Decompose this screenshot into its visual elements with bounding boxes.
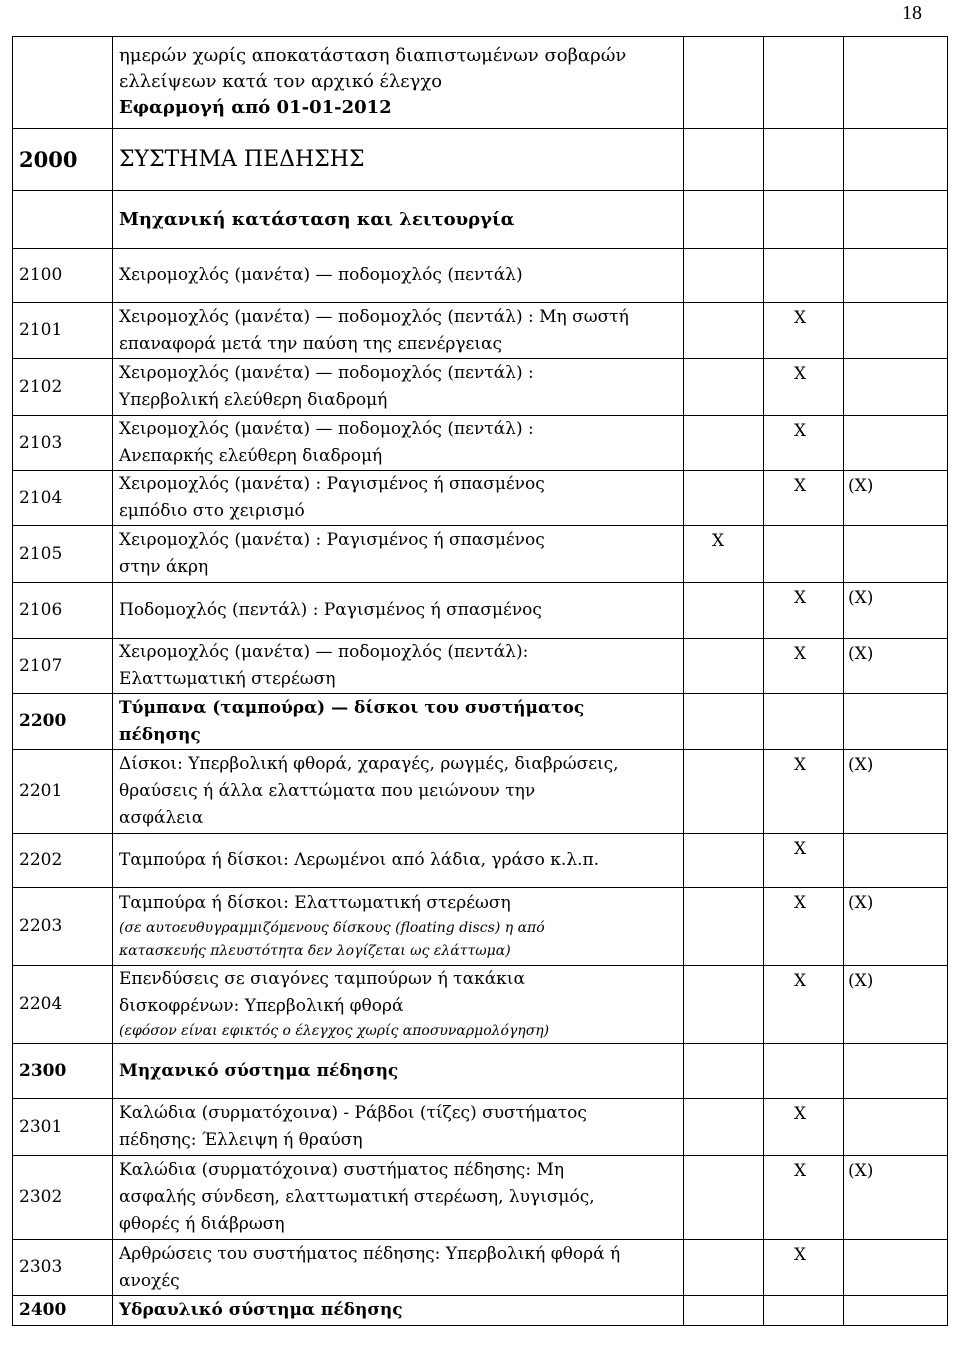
defect-mark: X bbox=[794, 1161, 807, 1181]
mark-cell-col-a bbox=[684, 750, 764, 834]
row-description bbox=[113, 1240, 684, 1296]
mark-cell-col-b bbox=[764, 834, 844, 888]
mark-cell-col-c bbox=[844, 694, 948, 750]
mark-cell-col-b bbox=[764, 416, 844, 471]
mark-cell-col-c bbox=[844, 359, 948, 416]
row-code: 2301 bbox=[13, 1099, 113, 1156]
table-row bbox=[13, 1156, 948, 1240]
section-code: 2000 bbox=[13, 129, 113, 191]
table-row bbox=[13, 888, 948, 966]
mark-cell-col-c bbox=[844, 888, 948, 966]
description-line: Χειρομοχλός (μανέτα) — ποδομοχλός (πεντάλ) : Μη σωστή bbox=[119, 306, 629, 327]
mark-cell-col-a bbox=[684, 834, 764, 888]
mark-cell-col-b bbox=[764, 303, 844, 359]
table-row bbox=[13, 1296, 948, 1326]
description-line: Ταμπούρα ή δίσκοι: Ελαττωματική στερέωση bbox=[119, 893, 511, 913]
mark-cell-col-a bbox=[684, 471, 764, 526]
mark-cell-col-b bbox=[764, 966, 844, 1044]
row-description bbox=[113, 1296, 684, 1326]
row-code: 2302 bbox=[13, 1156, 113, 1240]
mark-cell-col-a bbox=[684, 303, 764, 359]
row-code: 2303 bbox=[13, 1240, 113, 1296]
defect-mark: (X) bbox=[848, 644, 874, 664]
mark-cell-col-b bbox=[764, 750, 844, 834]
mark-cell-col-a bbox=[684, 966, 764, 1044]
mark-cell-col-b bbox=[764, 359, 844, 416]
row-code: 2201 bbox=[13, 750, 113, 834]
defect-mark: X bbox=[794, 588, 807, 608]
row-description bbox=[113, 359, 684, 416]
row-code: 2200 bbox=[13, 694, 113, 750]
description-line: Χειρομοχλός (μανέτα) : Ραγισμένος ή σπασμένος bbox=[119, 474, 545, 494]
table-row bbox=[13, 1240, 948, 1296]
mark-cell-col-b bbox=[764, 583, 844, 639]
row-code: 2203 bbox=[13, 888, 113, 966]
row-code: 2103 bbox=[13, 416, 113, 471]
description-line: Χειρομοχλός (μανέτα) : Ραγισμένος ή σπασμένος bbox=[119, 530, 545, 550]
intro-text bbox=[113, 37, 684, 129]
mark-cell-col-b bbox=[764, 888, 844, 966]
defect-mark: X bbox=[712, 531, 725, 551]
description-line: Αρθρώσεις του συστήματος πέδησης: Υπερβολική φθορά ή bbox=[119, 1243, 621, 1264]
mark-cell-col-c bbox=[844, 583, 948, 639]
row-description bbox=[113, 694, 684, 750]
defect-mark: X bbox=[794, 476, 807, 496]
defect-mark: X bbox=[794, 839, 807, 859]
mark-cell-col-a bbox=[684, 1044, 764, 1099]
mark-cell-col-c bbox=[844, 416, 948, 471]
description-line: Καλώδια (συρματόχοινα) συστήματος πέδησης: Μη bbox=[119, 1160, 565, 1180]
mark-cell-col-b bbox=[764, 694, 844, 750]
mark-cell-col-b bbox=[764, 1240, 844, 1296]
defect-mark: X bbox=[794, 364, 807, 384]
row-code: 2202 bbox=[13, 834, 113, 888]
row-code: 2300 bbox=[13, 1044, 113, 1099]
row-code: 2100 bbox=[13, 249, 113, 303]
description-note: κατασκευής πλευστότητα δεν λογίζεται ως ελάττωμα) bbox=[119, 943, 511, 959]
defect-mark: X bbox=[794, 1245, 807, 1265]
mark-cell-col-c bbox=[844, 966, 948, 1044]
mark-cell-col-a bbox=[684, 1296, 764, 1326]
inspection-table bbox=[12, 36, 948, 1326]
mark-cell-col-c bbox=[844, 834, 948, 888]
row-description bbox=[113, 1044, 684, 1099]
table-row bbox=[13, 359, 948, 416]
description-line: Χειρομοχλός (μανέτα) — ποδομοχλός (πεντάλ) bbox=[119, 265, 523, 285]
description-line: Ελαττωματική στερέωση bbox=[119, 669, 336, 689]
row-code: 2204 bbox=[13, 966, 113, 1044]
description-note: (σε αυτοευθυγραμμιζόμενους δίσκους (floating discs) η από bbox=[119, 920, 545, 936]
defect-mark: (X) bbox=[848, 476, 874, 496]
defect-mark: X bbox=[794, 1104, 807, 1124]
row-code: 2106 bbox=[13, 583, 113, 639]
description-line: Ποδομοχλός (πεντάλ) : Ραγισμένος ή σπασμένος bbox=[119, 600, 542, 620]
subheading-row bbox=[13, 191, 948, 249]
description-line: Χειρομοχλός (μανέτα) — ποδομοχλός (πεντάλ): bbox=[119, 642, 529, 662]
defect-mark: X bbox=[794, 421, 807, 441]
mark-cell-col-b bbox=[764, 1296, 844, 1326]
row-description bbox=[113, 888, 684, 966]
row-description bbox=[113, 303, 684, 359]
description-note: (εφόσον είναι εφικτός ο έλεγχος χωρίς αποσυναρμολόγηση) bbox=[119, 1023, 550, 1039]
mark-cell-col-b bbox=[764, 1099, 844, 1156]
table-row bbox=[13, 834, 948, 888]
row-code: 2101 bbox=[13, 303, 113, 359]
defect-mark: (X) bbox=[848, 1161, 874, 1181]
table-row bbox=[13, 966, 948, 1044]
mark-cell-col-b bbox=[764, 526, 844, 583]
row-code: 2104 bbox=[13, 471, 113, 526]
mark-cell-col-a bbox=[684, 1156, 764, 1240]
mark-cell-col-a bbox=[684, 1240, 764, 1296]
description-line: δισκοφρένων: Υπερβολική φθορά bbox=[119, 996, 404, 1016]
description-line: ασφαλής σύνδεση, ελαττωματική στερέωση, λυγισμός, bbox=[119, 1187, 595, 1207]
mark-cell-col-a bbox=[684, 359, 764, 416]
description-line: θραύσεις ή άλλα ελαττώματα που μειώνουν την bbox=[119, 781, 536, 801]
table-row bbox=[13, 1099, 948, 1156]
defect-mark: (X) bbox=[848, 755, 874, 775]
row-code: 2107 bbox=[13, 639, 113, 694]
intro-code-cell bbox=[13, 37, 113, 129]
description-line: πέδησης bbox=[119, 724, 201, 745]
section-title: ΣΥΣΤΗΜΑ ΠΕΔΗΣΗΣ bbox=[113, 129, 684, 191]
description-line: στην άκρη bbox=[119, 557, 209, 577]
mark-cell-col-c bbox=[844, 1156, 948, 1240]
mark-cell-col-c bbox=[844, 249, 948, 303]
row-description bbox=[113, 471, 684, 526]
description-line: Δίσκοι: Υπερβολική φθορά, χαραγές, ρωγμές, διαβρώσεις, bbox=[119, 754, 619, 774]
intro-line-3: Εφαρμογή από 01-01-2012 bbox=[119, 97, 392, 118]
table-row bbox=[13, 303, 948, 359]
description-line: Καλώδια (συρματόχοινα) - Ράβδοι (τίζες) συστήματος bbox=[119, 1103, 587, 1123]
defect-mark: X bbox=[794, 308, 807, 328]
description-line: Χειρομοχλός (μανέτα) — ποδομοχλός (πεντάλ) : bbox=[119, 363, 534, 383]
table-row bbox=[13, 1044, 948, 1099]
section-2000-row bbox=[13, 129, 948, 191]
defect-mark: X bbox=[794, 644, 807, 664]
intro-line-2: ελλείψεων κατά τον αρχικό έλεγχο bbox=[119, 71, 443, 92]
mark-cell-col-b bbox=[764, 249, 844, 303]
description-line: φθορές ή διάβρωση bbox=[119, 1214, 285, 1234]
row-description bbox=[113, 583, 684, 639]
mark-cell-col-c bbox=[844, 1099, 948, 1156]
description-line: Ανεπαρκής ελεύθερη διαδρομή bbox=[119, 446, 383, 466]
table-row bbox=[13, 249, 948, 303]
row-code: 2400 bbox=[13, 1296, 113, 1326]
mark-cell-col-c bbox=[844, 639, 948, 694]
mark-cell-col-c bbox=[844, 526, 948, 583]
description-line: πέδησης: Έλλειψη ή θραύση bbox=[119, 1130, 363, 1150]
mark-cell-col-a bbox=[684, 694, 764, 750]
defect-mark: (X) bbox=[848, 893, 874, 913]
row-description bbox=[113, 526, 684, 583]
mark-cell-col-c bbox=[844, 1296, 948, 1326]
table-row bbox=[13, 526, 948, 583]
mark-cell-col-a bbox=[684, 416, 764, 471]
description-line: εμπόδιο στο χειρισμό bbox=[119, 501, 305, 521]
mark-cell-col-c bbox=[844, 303, 948, 359]
mark-cell-col-a bbox=[684, 526, 764, 583]
mark-cell-col-a bbox=[684, 249, 764, 303]
description-line: ασφάλεια bbox=[119, 808, 204, 828]
row-description bbox=[113, 249, 684, 303]
row-description bbox=[113, 750, 684, 834]
row-description bbox=[113, 1156, 684, 1240]
mark-cell-col-c bbox=[844, 471, 948, 526]
mark-cell-col-a bbox=[684, 888, 764, 966]
mark-cell-col-a bbox=[684, 583, 764, 639]
intro-row bbox=[13, 37, 948, 129]
intro-line-1: ημερών χωρίς αποκατάσταση διαπιστωμένων σοβαρών bbox=[119, 45, 627, 66]
defect-mark: (X) bbox=[848, 588, 874, 608]
mark-cell-col-b bbox=[764, 471, 844, 526]
row-description bbox=[113, 834, 684, 888]
row-description bbox=[113, 966, 684, 1044]
table-row bbox=[13, 416, 948, 471]
mark-cell-col-b bbox=[764, 639, 844, 694]
description-line: επαναφορά μετά την παύση της επενέργειας bbox=[119, 333, 503, 354]
defect-mark: X bbox=[794, 893, 807, 913]
defect-rows bbox=[13, 249, 948, 1326]
description-line: Μηχανικό σύστημα πέδησης bbox=[119, 1060, 399, 1081]
description-line: Χειρομοχλός (μανέτα) — ποδομοχλός (πεντάλ) : bbox=[119, 419, 534, 439]
defect-mark: X bbox=[794, 971, 807, 991]
row-description bbox=[113, 416, 684, 471]
description-line: Υπερβολική ελεύθερη διαδρομή bbox=[119, 390, 388, 410]
row-description bbox=[113, 1099, 684, 1156]
table-row bbox=[13, 583, 948, 639]
row-code: 2102 bbox=[13, 359, 113, 416]
mark-cell-col-a bbox=[684, 639, 764, 694]
description-line: ανοχές bbox=[119, 1270, 180, 1291]
mark-cell-col-c bbox=[844, 750, 948, 834]
row-code: 2105 bbox=[13, 526, 113, 583]
subheading: Μηχανική κατάσταση και λειτουργία bbox=[113, 191, 684, 249]
defect-mark: X bbox=[794, 755, 807, 775]
description-line: Υδραυλικό σύστημα πέδησης bbox=[119, 1300, 403, 1320]
page-number: 18 bbox=[902, 2, 922, 24]
description-line: Τύμπανα (ταμπούρα) — δίσκοι του συστήματος bbox=[119, 697, 585, 718]
mark-cell-col-b bbox=[764, 1044, 844, 1099]
defect-mark: (X) bbox=[848, 971, 874, 991]
description-line: Ταμπούρα ή δίσκοι: Λερωμένοι από λάδια, γράσο κ.λ.π. bbox=[119, 850, 600, 870]
mark-cell-col-b bbox=[764, 1156, 844, 1240]
mark-cell-col-c bbox=[844, 1240, 948, 1296]
table-row bbox=[13, 750, 948, 834]
description-line: Επενδύσεις σε σιαγόνες ταμπούρων ή τακάκια bbox=[119, 969, 525, 989]
table-row bbox=[13, 471, 948, 526]
row-description bbox=[113, 639, 684, 694]
table-row bbox=[13, 639, 948, 694]
mark-cell-col-a bbox=[684, 1099, 764, 1156]
table-row bbox=[13, 694, 948, 750]
mark-cell-col-c bbox=[844, 1044, 948, 1099]
